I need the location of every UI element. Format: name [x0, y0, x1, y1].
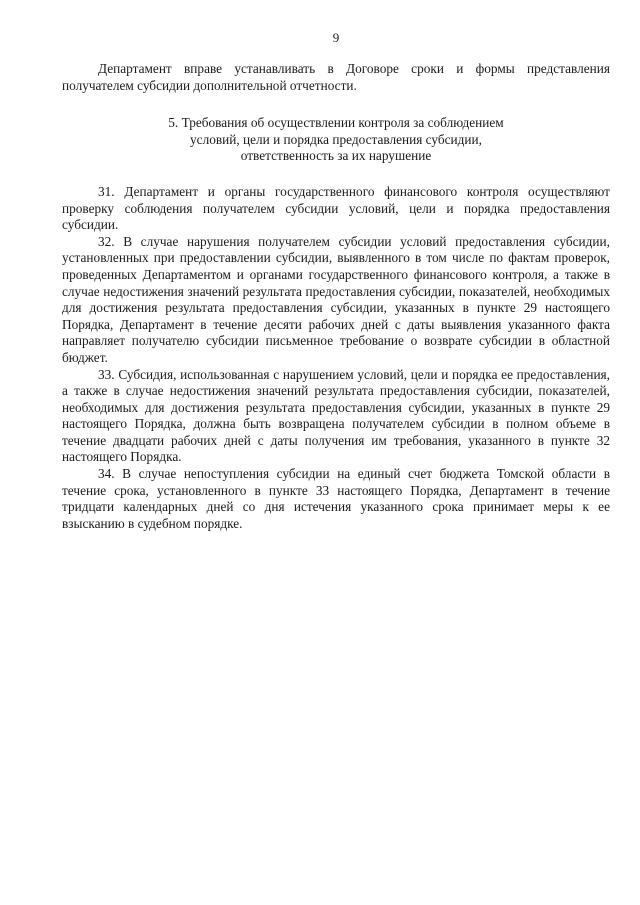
section-heading-line-1: 5. Требования об осуществлении контроля за соблюдением: [168, 115, 504, 131]
section-heading-line-2: условий, цели и порядка предоставления субсидии,: [190, 131, 482, 147]
section-heading: [62, 115, 610, 165]
paragraph-33: 33. Субсидия, использованная с нарушением условий, цели и порядка ее предоставления, а также в случае недостижения значений результата предоставления субсидии, показателей, необходимых для достижения результата предоставления субсидии, указанных в пункте 29 настоящего Порядка, должна быть возвращена получателем субсидии в полном объеме в течение двадцати рабочих дней с даты получения им требования, указанного в пункте 32 настоящего Порядка.: [62, 366, 610, 465]
paragraph-34: 34. В случае непоступления субсидии на единый счет бюджета Томской области в течение срока, установленного в пункте 33 настоящего Порядка, Департамент в течение тридцати календарных дней со дня истечения указанного срока принимает меры к ее взысканию в судебном порядке.: [62, 466, 610, 531]
paragraph-32: 32. В случае нарушения получателем субсидии условий предоставления субсидии, установленных при предоставлении субсидии, выявленного в том числе по фактам проверок, проведенных Департаментом и органами государственного финансового контроля, а также в случае недостижения значений результата предоставления субсидии, показателей, необходимых для достижения результата предоставления субсидии, указанных в пункте 29 настоящего Порядка, Департамент в течение десяти рабочих дней с даты выявления указанного факта направляет получателю субсидии письменное требование о возврате субсидии в областной бюджет.: [62, 233, 610, 365]
section-heading-line-3: ответственность за их нарушение: [240, 148, 432, 164]
paragraph-31: 31. Департамент и органы государственного финансового контроля осуществляют проверку соблюдения получателем субсидии условий, цели и порядка предоставления субсидии.: [62, 183, 610, 233]
intro-paragraph: Департамент вправе устанавливать в Договоре сроки и формы представления получателем субсидии дополнительной отчетности.: [62, 61, 610, 93]
page-number: 9: [332, 30, 340, 45]
